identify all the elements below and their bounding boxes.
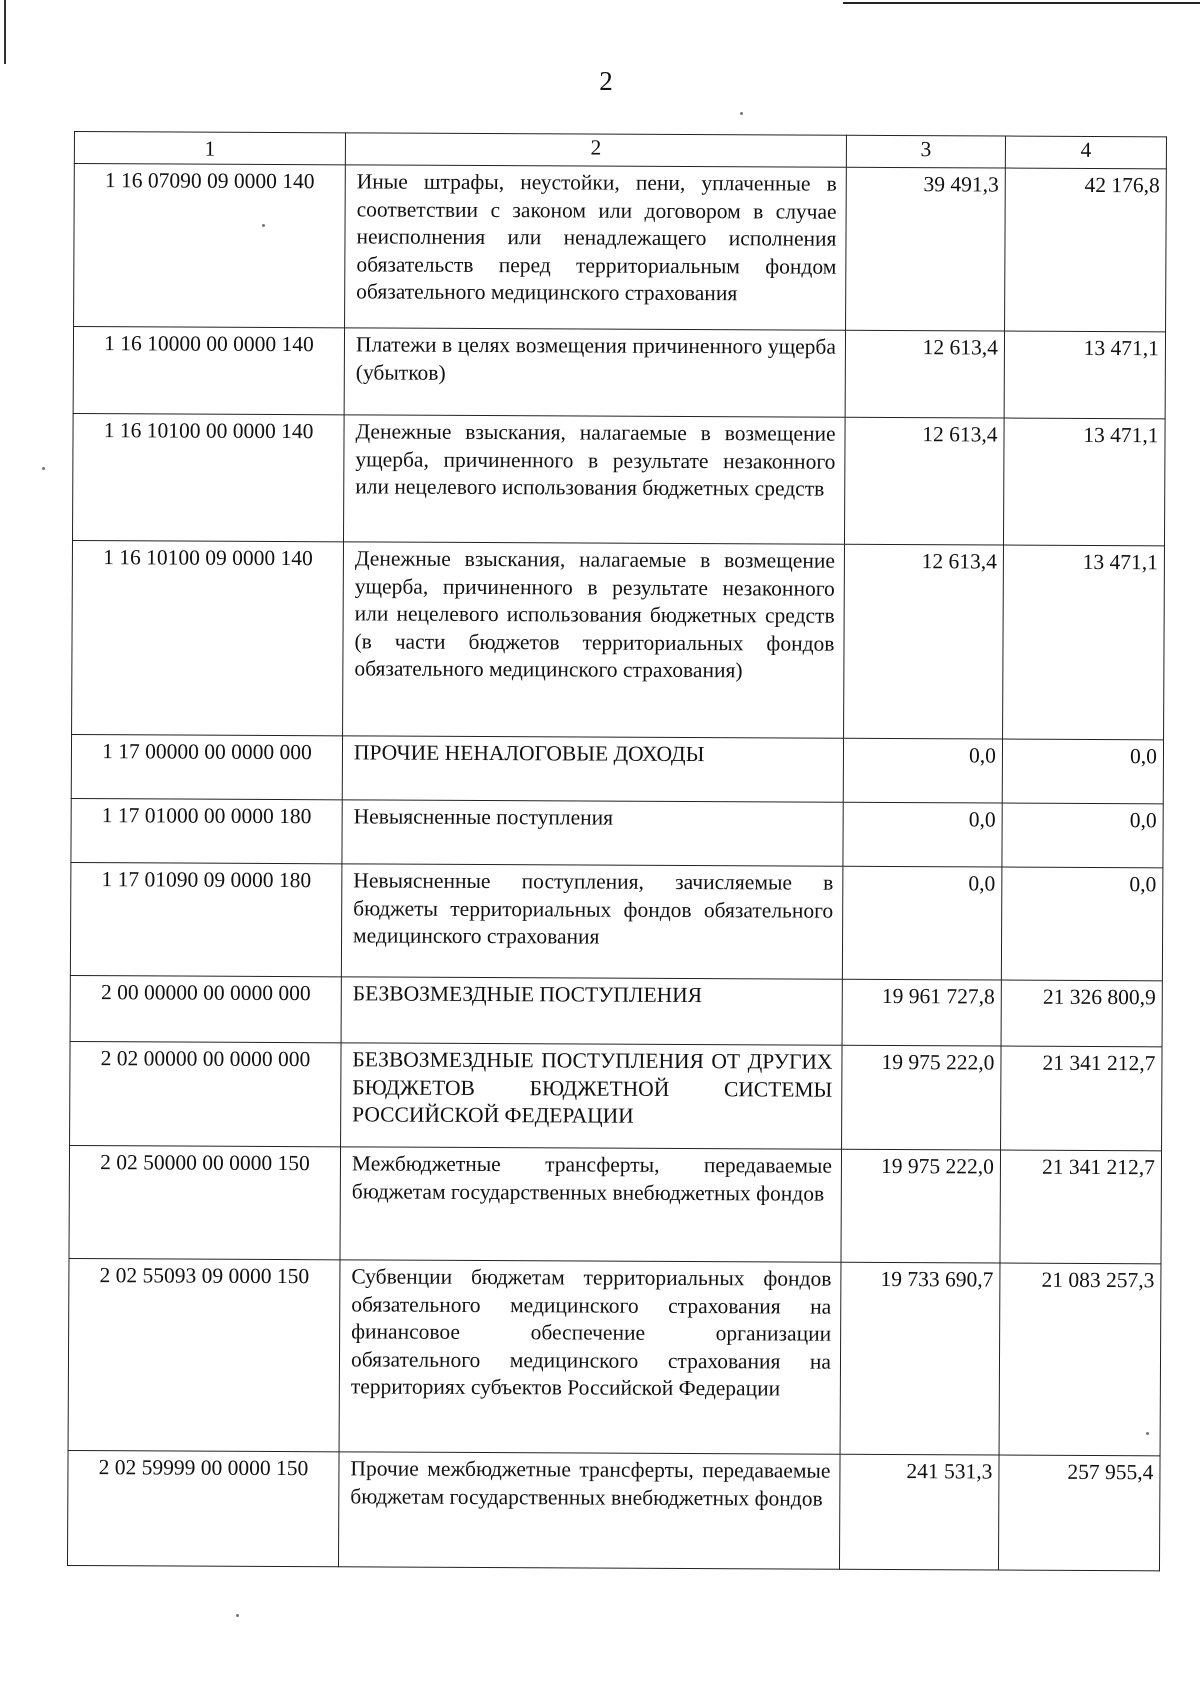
row-name: Денежные взыскания, налагаемые в возмещение ущерба, причиненного в результате незаконного или нецелевого использования бюджетных средств <box>355 419 836 501</box>
row-value-col4: 21 341 212,7 <box>1001 1046 1163 1151</box>
row-name: Прочие межбюджетные трансферты, передаваемые бюджетам государственных внебюджетных фондов <box>350 1456 831 1511</box>
scan-speck <box>262 224 265 227</box>
scan-speck <box>236 1614 239 1617</box>
row-value-col4: 0,0 <box>1001 867 1163 981</box>
scan-speck <box>1146 1432 1149 1435</box>
header-col-2: 2 <box>345 133 846 167</box>
row-code: 1 16 10100 00 0000 140 <box>72 413 344 541</box>
row-value-col3: 12 613,4 <box>844 544 1004 739</box>
row-value-col4: 257 955,4 <box>998 1455 1160 1571</box>
row-value-col3: 0,0 <box>843 738 1002 803</box>
row-code: 2 00 00000 00 0000 000 <box>70 975 341 1042</box>
row-name: Субвенции бюджетам территориальных фондов обязательного медицинского страхования на финансовое обеспечение организации обязательного медицинского страхования на территориях субъектов Российской Федерации <box>350 1264 832 1401</box>
row-value-col4: 13 471,1 <box>1004 331 1165 419</box>
row-value-col3: 19 975 222,0 <box>842 1045 1002 1150</box>
table-row <box>72 540 1165 739</box>
row-code: 1 16 10000 00 0000 140 <box>73 327 344 415</box>
revenue-table <box>67 131 1167 1571</box>
row-name-cell <box>345 165 847 330</box>
row-code: 1 16 07090 09 0000 140 <box>74 164 346 328</box>
row-name: Денежные взыскания, налагаемые в возмещение ущерба, причиненного в результате незаконного или нецелевого использования бюджетных средств (в части бюджетов территориальных фондов обязательного медицинского страхования) <box>354 546 835 683</box>
table-row <box>70 975 1162 1046</box>
row-value-col3: 12 613,4 <box>845 330 1004 418</box>
table-row <box>73 327 1165 419</box>
header-col-1: 1 <box>74 132 345 165</box>
scan-edge-left <box>4 0 6 64</box>
table-row <box>67 1450 1160 1570</box>
row-code: 2 02 50000 00 0000 150 <box>69 1145 341 1259</box>
row-value-col3: 19 975 222,0 <box>841 1149 1001 1263</box>
row-code: 2 02 59999 00 0000 150 <box>67 1450 339 1566</box>
table-row <box>71 798 1163 867</box>
row-name-cell <box>340 1147 842 1262</box>
row-value-col4: 21 326 800,9 <box>1001 980 1162 1047</box>
row-value-col3: 241 531,3 <box>839 1454 999 1570</box>
row-value-col3: 19 961 727,8 <box>842 979 1001 1046</box>
table-row <box>72 413 1165 545</box>
table-header-row <box>74 132 1166 169</box>
row-value-col4: 42 176,8 <box>1005 168 1167 332</box>
row-name: Невыясненные поступления <box>353 804 614 830</box>
row-name-cell <box>343 415 845 544</box>
row-value-col4: 0,0 <box>1002 739 1163 804</box>
row-code: 1 16 10100 09 0000 140 <box>72 540 344 735</box>
table-row <box>69 1145 1162 1263</box>
row-name-cell <box>344 328 845 417</box>
table-row <box>68 1258 1161 1455</box>
row-value-col3: 12 613,4 <box>844 417 1004 545</box>
row-code: 1 17 01090 09 0000 180 <box>70 862 342 976</box>
row-code: 2 02 55093 09 0000 150 <box>68 1258 340 1451</box>
row-value-col3: 0,0 <box>842 866 1002 980</box>
header-col-3: 3 <box>846 135 1005 168</box>
row-value-col3: 0,0 <box>843 802 1002 867</box>
row-name: Платежи в целях возмещения причиненного ущерба (убытков) <box>355 332 837 385</box>
row-value-col3: 39 491,3 <box>846 167 1006 331</box>
row-code: 1 17 01000 00 0000 180 <box>71 798 342 863</box>
row-value-col4: 21 083 257,3 <box>999 1263 1161 1456</box>
row-name: ПРОЧИЕ НЕНАЛОГОВЫЕ ДОХОДЫ <box>353 740 705 767</box>
row-value-col4: 0,0 <box>1002 803 1163 868</box>
page-number: 2 <box>599 66 613 96</box>
row-name-cell <box>342 736 843 802</box>
row-value-col4: 21 341 212,7 <box>1000 1150 1162 1264</box>
table-row <box>74 164 1167 332</box>
row-value-col4: 13 471,1 <box>1003 545 1165 740</box>
row-value-col4: 13 471,1 <box>1003 418 1165 546</box>
scan-speck <box>42 467 45 470</box>
scan-edge-top <box>843 2 1200 4</box>
row-name: Иные штрафы, неустойки, пени, уплаченные в соответствии с законом или договором в случае неисполнения или ненадлежащего исполнения обязательств перед территориальным фондом обязательного медицинского страхования <box>356 169 837 306</box>
row-code: 1 17 00000 00 0000 000 <box>71 734 342 799</box>
row-name: Межбюджетные трансферты, передаваемые бюджетам государственных внебюджетных фондов <box>351 1151 833 1206</box>
row-name-cell <box>338 1452 840 1569</box>
row-name-cell <box>341 1043 843 1149</box>
row-name-cell <box>341 977 842 1045</box>
table-row <box>70 1041 1162 1150</box>
row-name-cell <box>339 1260 841 1454</box>
row-name-cell <box>341 864 843 979</box>
row-name: БЕЗВОЗМЕЗДНЫЕ ПОСТУПЛЕНИЯ ОТ ДРУГИХ БЮДЖЕТОВ БЮДЖЕТНОЙ СИСТЕМЫ РОССИЙСКОЙ ФЕДЕРАЦИИ <box>352 1047 833 1128</box>
row-name-cell <box>343 542 845 738</box>
row-code: 2 02 00000 00 0000 000 <box>70 1041 342 1146</box>
row-name: БЕЗВОЗМЕЗДНЫЕ ПОСТУПЛЕНИЯ <box>352 981 703 1008</box>
row-name: Невыясненные поступления, зачисляемые в бюджеты территориальных фондов обязательного медицинского страхования <box>353 868 834 949</box>
scan-speck <box>740 112 743 115</box>
table-row <box>70 862 1163 980</box>
row-name-cell <box>342 800 843 866</box>
header-col-4: 4 <box>1005 136 1166 169</box>
table-row <box>71 734 1163 803</box>
row-value-col3: 19 733 690,7 <box>840 1262 1000 1455</box>
